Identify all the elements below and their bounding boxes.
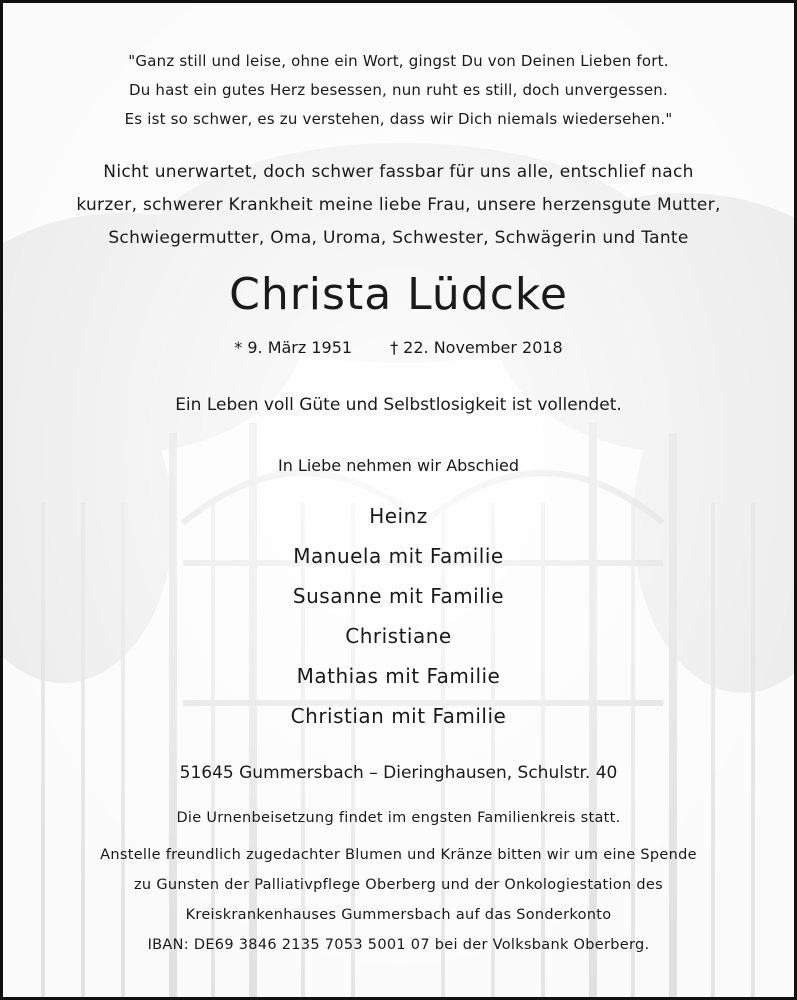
quote-line-2: Du hast ein gutes Herz besessen, nun ruht es still, doch unvergessen. <box>129 81 668 99</box>
donation-line-4: IBAN: DE69 3846 2135 7053 5001 07 bei der Volksbank Oberberg. <box>147 937 650 953</box>
family-member: Heinz <box>369 504 428 528</box>
donation-line-2: zu Gunsten der Palliativpflege Oberberg und der Onkologiestation des <box>134 877 663 893</box>
burial-notice: Die Urnenbeisetzung findet im engsten Familienkreis statt. <box>176 810 621 826</box>
address: 51645 Gummersbach – Dieringhausen, Schulstr. 40 <box>179 763 618 783</box>
family-member: Mathias mit Familie <box>296 664 501 688</box>
life-dates <box>3 338 794 357</box>
family-member: Manuela mit Familie <box>293 544 504 568</box>
donation-line-1: Anstelle freundlich zugedachter Blumen und Kränze bitten wir um eine Spende <box>100 847 697 863</box>
intro-line-2: kurzer, schwerer Krankheit meine liebe Frau, unsere herzensgute Mutter, <box>76 195 721 215</box>
family-member: Christian mit Familie <box>290 704 507 728</box>
intro-line-1: Nicht unerwartet, doch schwer fassbar für uns alle, entschlief nach <box>103 162 694 182</box>
birth-date: * 9. März 1951 <box>234 338 353 357</box>
death-date: † 22. November 2018 <box>390 338 563 357</box>
farewell-line: In Liebe nehmen wir Abschied <box>277 456 520 475</box>
deceased-name: Christa Lüdcke <box>229 269 568 320</box>
motto: Ein Leben voll Güte und Selbstlosigkeit ist vollendet. <box>175 395 622 415</box>
quote-line-3: Es ist so schwer, es zu verstehen, dass wir Dich niemals wiedersehen." <box>124 110 673 128</box>
intro-line-3: Schwiegermutter, Oma, Uroma, Schwester, Schwägerin und Tante <box>108 228 689 248</box>
quote-line-1: "Ganz still und leise, ohne ein Wort, gingst Du von Deinen Lieben fort. <box>128 52 669 70</box>
family-member: Christiane <box>345 624 452 648</box>
family-member: Susanne mit Familie <box>292 584 505 608</box>
donation-line-3: Kreiskrankenhauses Gummersbach auf das Sonderkonto <box>185 907 612 923</box>
